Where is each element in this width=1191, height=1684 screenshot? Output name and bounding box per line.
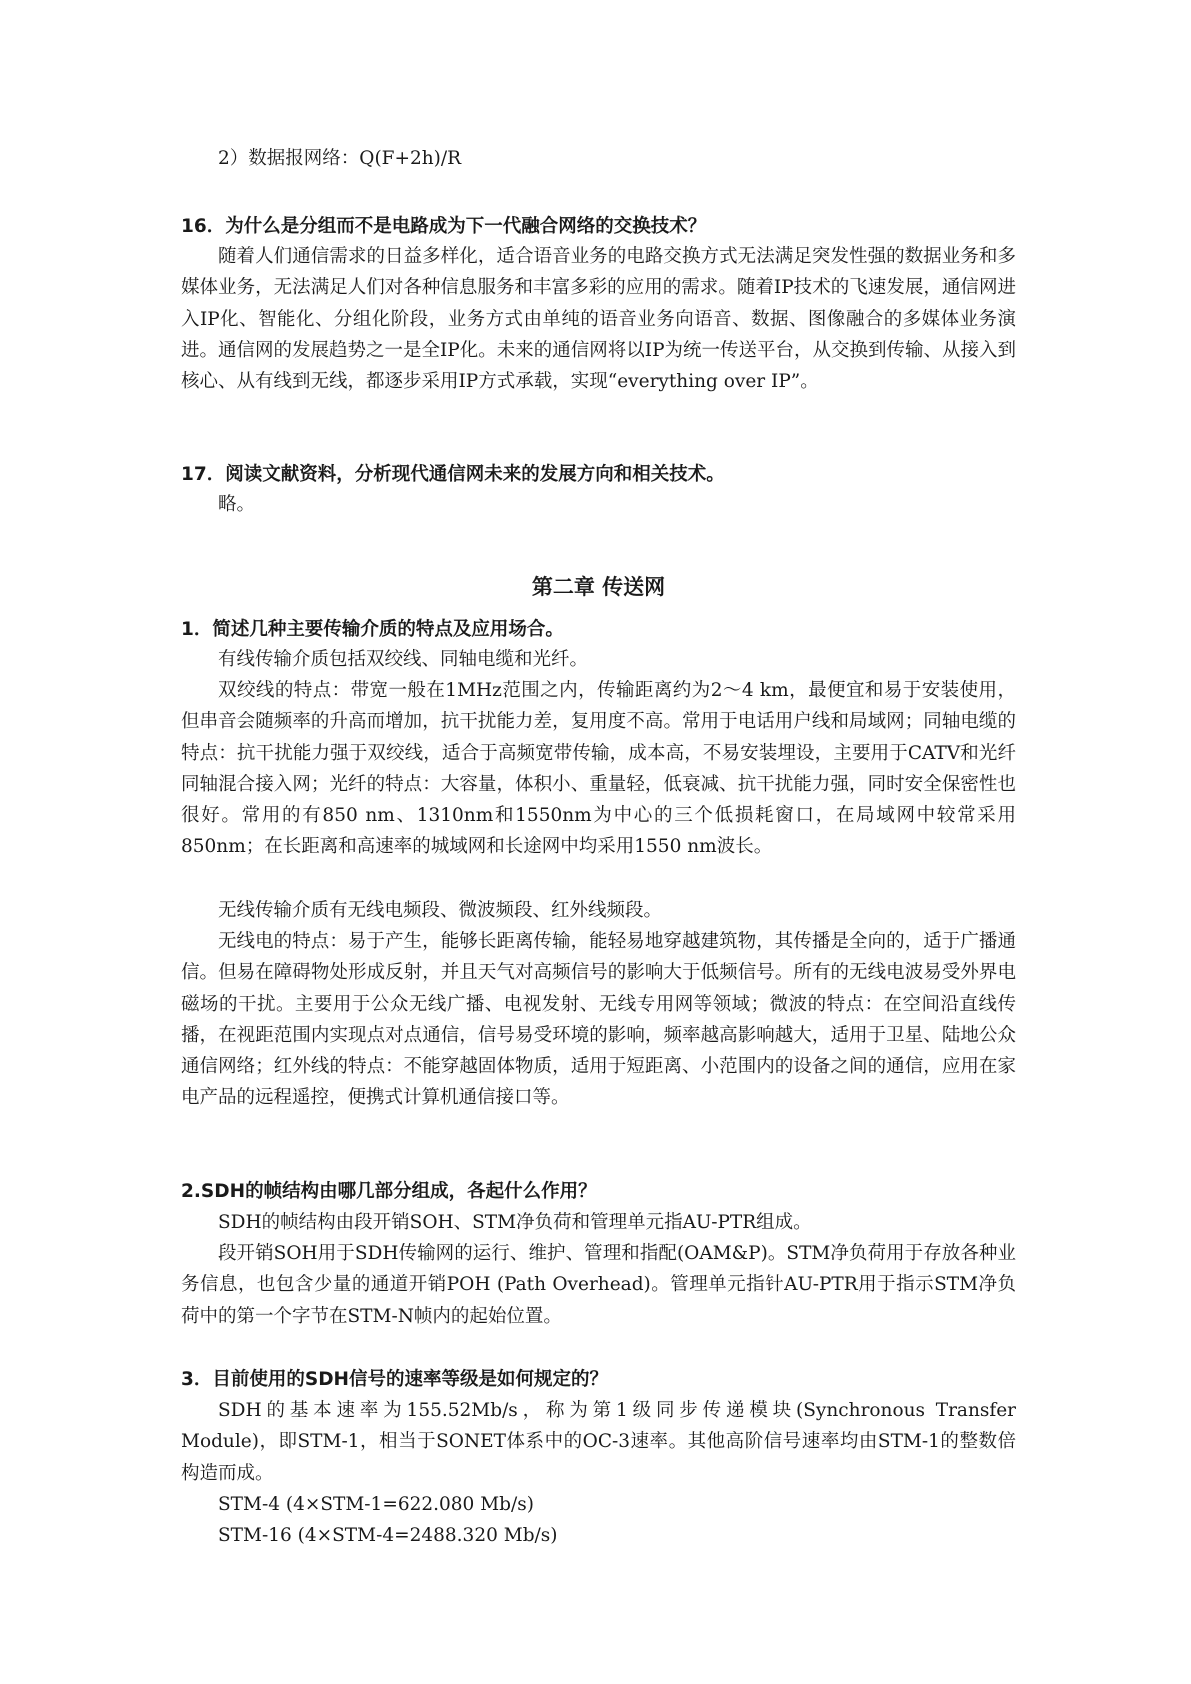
datagram-formula-line: 2）数据报网络：Q(F+2h)/R (218, 148, 462, 169)
question-3-heading: 3．目前使用的SDH信号的速率等级是如何规定的？ (181, 1369, 609, 1390)
question-1-wireless-paragraph: 无线电的特点：易于产生，能够长距离传输，能轻易地穿越建筑物，其传播是全向的，适于广播通信。但易在障碍物处形成反射，并且天气对高频信号的影响大于低频信号。所有的无线电波易受外界电磁场的干扰。主要用于公众无线广播、电视发射、无线专用网等领域；微波的特点：在空间沿直线传播，在视距范围内实现点对点通信，信号易受环境的影响，频率越高影响越大，适用于卫星、陆地公众通信网络；红外线的特点：不能穿越固体物质，适用于短距离、小范围内的设备之间的通信，应用在家电产品的远程遥控，便携式计算机通信接口等。 (181, 931, 1016, 1109)
question-1-wireless-intro: 无线传输介质有无线电频段、微波频段、红外线频段。 (218, 900, 663, 921)
chapter-2-title: 第二章 传送网 (531, 575, 666, 599)
question-17-answer: 略。 (218, 494, 256, 515)
question-1-wired-paragraph: 双绞线的特点：带宽一般在1MHz范围之内，传输距离约为2～4 km，最便宜和易于安装使用，但串音会随频率的升高而增加，抗干扰能力差，复用度不高。常用于电话用户线和局域网；同轴电缆的特点：抗干扰能力强于双绞线，适合于高频宽带传输，成本高，不易安装埋设，主要用于CATV和光纤同轴混合接入网；光纤的特点：大容量，体积小、重量轻，低衰减、抗干扰能力强，同时安全保密性也很好。常用的有850 nm、1310nm和1550nm为中心的三个低损耗窗口，在局域网中较常采用850nm；在长距离和高速率的城域网和长途网中均采用1550 nm波长。 (181, 680, 1016, 858)
question-1-wired-intro: 有线传输介质包括双绞线、同轴电缆和光纤。 (218, 649, 589, 670)
stm-4-rate-line: STM-4 (4×STM-1=622.080 Mb/s) (218, 1494, 534, 1515)
question-2-heading: 2.SDH的帧结构由哪几部分组成，各起什么作用？ (181, 1181, 597, 1202)
stm-16-rate-line: STM-16 (4×STM-4=2488.320 Mb/s) (218, 1525, 558, 1546)
question-1-heading: 1．简述几种主要传输介质的特点及应用场合。 (181, 619, 564, 640)
question-17-heading: 17．阅读文献资料，分析现代通信网未来的发展方向和相关技术。 (181, 464, 725, 485)
question-16-answer: 随着人们通信需求的日益多样化，适合语音业务的电路交换方式无法满足突发性强的数据业务和多媒体业务，无法满足人们对各种信息服务和丰富多彩的应用的需求。随着IP技术的飞速发展，通信网进入IP化、智能化、分组化阶段，业务方式由单纯的语音业务向语音、数据、图像融合的多媒体业务演进。通信网的发展趋势之一是全IP化。未来的通信网将以IP为统一传送平台，从交换到传输、从接入到核心、从有线到无线，都逐步采用IP方式承载，实现“everything over IP”。 (181, 246, 1017, 393)
question-2-answer-line: SDH的帧结构由段开销SOH、STM净负荷和管理单元指AU-PTR组成。 (218, 1212, 812, 1233)
question-16-heading: 16．为什么是分组而不是电路成为下一代融合网络的交换技术？ (181, 216, 707, 237)
question-3-answer-paragraph: SDH的基本速率为155.52Mb/s，称为第1级同步传递模块(Synchronous Transfer Module)，即STM-1，相当于SONET体系中的OC-3速率。其他高阶信号速率均由STM-1的整数倍构造而成。 (181, 1400, 1016, 1484)
question-2-answer-paragraph: 段开销SOH用于SDH传输网的运行、维护、管理和指配(OAM&P)。STM净负荷用于存放各种业务信息，也包含少量的通道开销POH (Path Overhead)。管理单元指针AU-PTR用于指示STM净负荷中的第一个字节在STM-N帧内的起始位置。 (181, 1243, 1016, 1327)
